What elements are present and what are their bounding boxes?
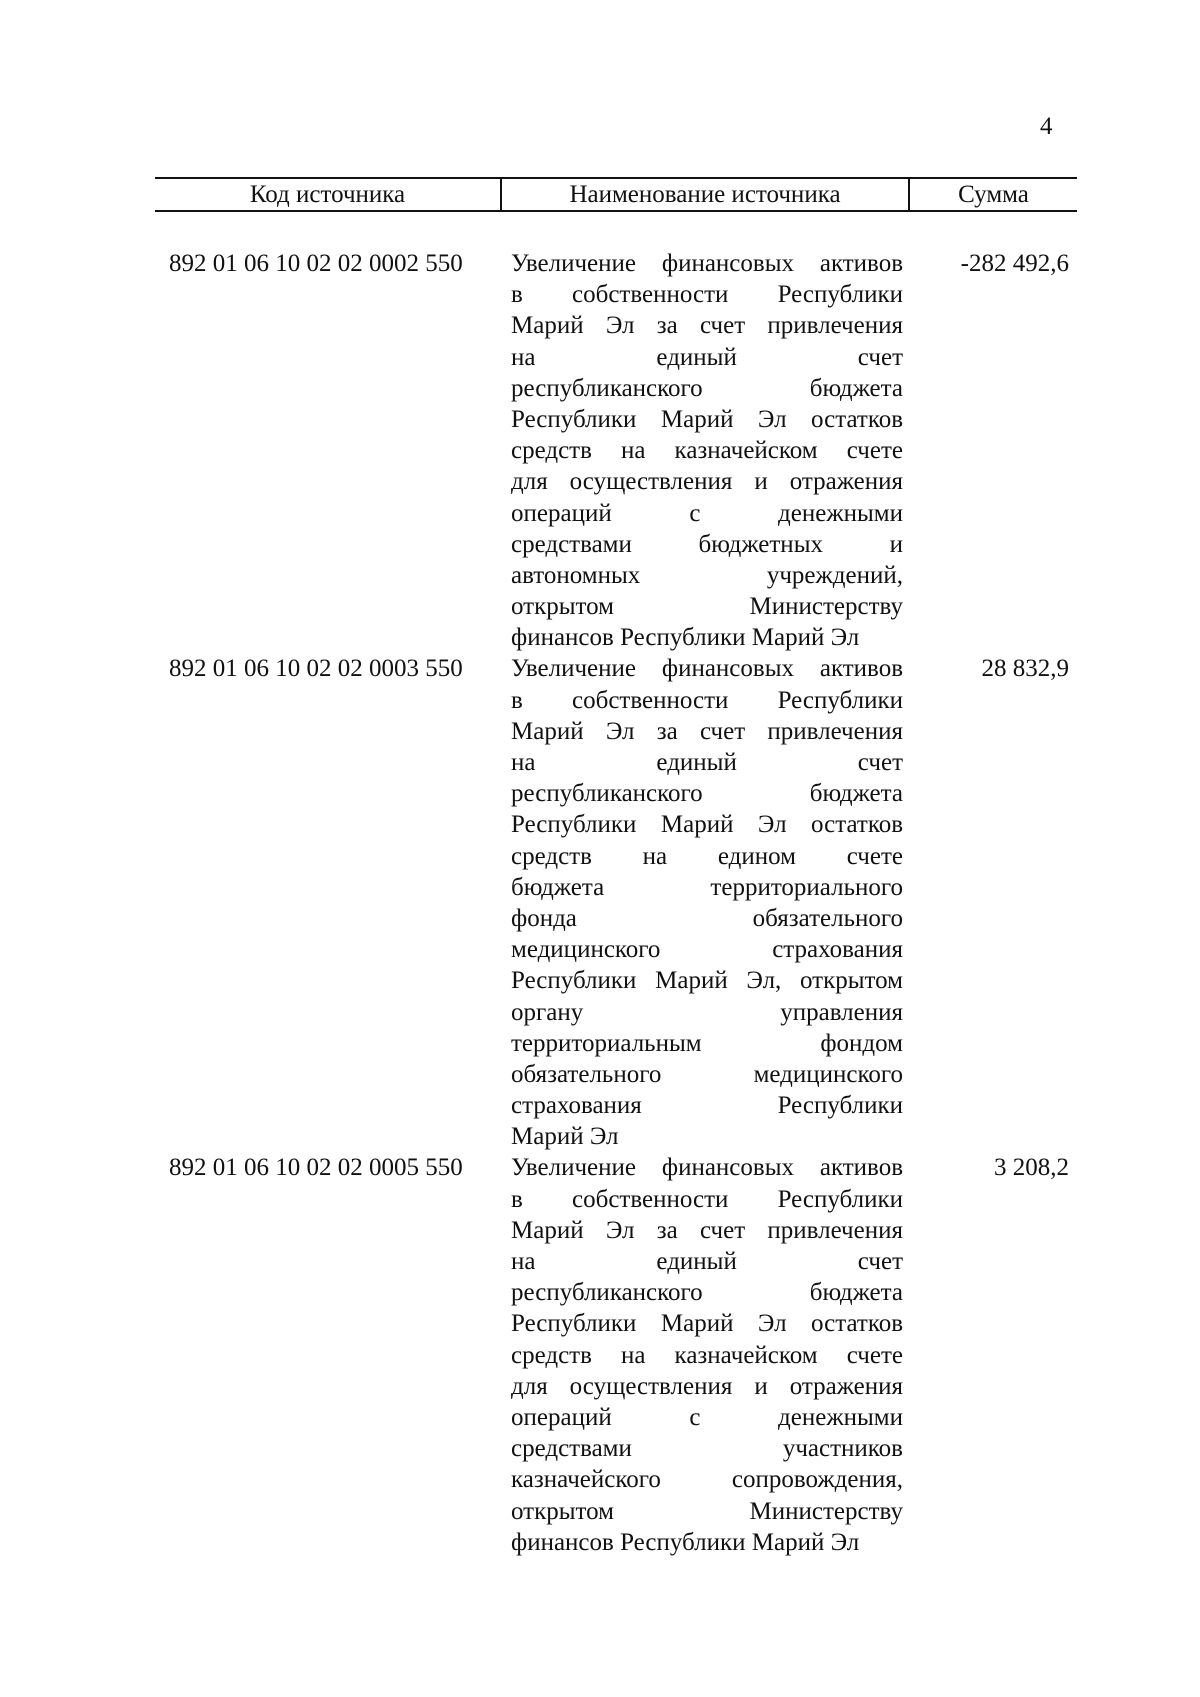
name-line: финансов Республики Марий Эл [511,1528,860,1556]
row-name [511,653,903,1152]
name-line: Республики Марий Эл остатков [511,811,903,839]
name-line: на единый счет [511,749,903,776]
name-line: средств на едином счете [511,842,903,870]
row-name [511,1152,903,1557]
name-line: органу управления [511,998,903,1026]
name-line: обязательного медицинского [511,1060,903,1088]
name-line: территориальным фондом [511,1029,903,1057]
name-line: Марий Эл за счет привлечения [511,1216,903,1244]
row-code: 892 01 06 10 02 02 0005 550 [169,1154,463,1182]
name-line: на единый счет [511,343,903,371]
name-line: в собственности Республики [511,686,903,714]
name-line: республиканского бюджета [511,374,903,402]
name-line: Увеличение финансовых активов [511,1154,903,1182]
name-line: средствами бюджетных и [511,530,903,558]
name-line: автономных учреждений, [511,561,903,589]
name-line: Марий Эл за счет привлечения [511,312,903,340]
row-sum: 28 832,9 [981,655,1069,683]
name-line: открытом Министерству [511,1497,903,1525]
name-line: казначейского сопровождения, [511,1466,903,1494]
header-sum: Сумма [958,181,1029,208]
name-line: Увеличение финансовых активов [511,655,903,683]
name-line: Республики Марий Эл остатков [511,405,903,433]
name-line: фонда обязательного [511,904,903,932]
row-sum: -282 492,6 [960,250,1069,277]
name-line: средствами участников [511,1435,903,1463]
name-line: открытом Министерству [511,593,903,621]
name-line: операций с денежными [511,1403,903,1431]
row-name [511,248,903,653]
name-line: Увеличение финансовых активов [511,250,903,277]
name-line: операций с денежными [511,499,903,527]
name-line: Республики Марий Эл, открытом [511,967,903,995]
header-code: Код источника [249,181,406,208]
name-line: в собственности Республики [511,1185,903,1213]
name-line: в собственности Республики [511,281,903,309]
table-row [155,1152,1077,1557]
row-code: 892 01 06 10 02 02 0002 550 [169,250,463,277]
name-line: средств на казначейском счете [511,1341,903,1369]
page-number: 4 [1040,113,1053,140]
name-line: медицинского страхования [511,936,903,964]
name-line: Республики Марий Эл остатков [511,1310,903,1338]
name-line: республиканского бюджета [511,1279,903,1307]
header-name: Наименование источника [500,179,910,210]
table-row [155,653,1077,1152]
name-line: Марий Эл [511,1123,619,1151]
name-line: для осуществления и отражения [511,468,903,496]
name-line: финансов Республики Марий Эл [511,624,860,652]
name-line: для осуществления и отражения [511,1372,903,1400]
table-body [155,248,1077,1558]
name-line: Марий Эл за счет привлечения [511,717,903,745]
name-line: на единый счет [511,1248,903,1275]
name-line: средств на казначейском счете [511,437,903,465]
table-row [155,248,1077,653]
name-line: республиканского бюджета [511,780,903,808]
table-header [155,177,1077,212]
row-code: 892 01 06 10 02 02 0003 550 [169,655,463,683]
name-line: страхования Республики [511,1092,903,1120]
name-line: бюджета территориального [511,873,903,901]
row-sum: 3 208,2 [994,1154,1069,1182]
